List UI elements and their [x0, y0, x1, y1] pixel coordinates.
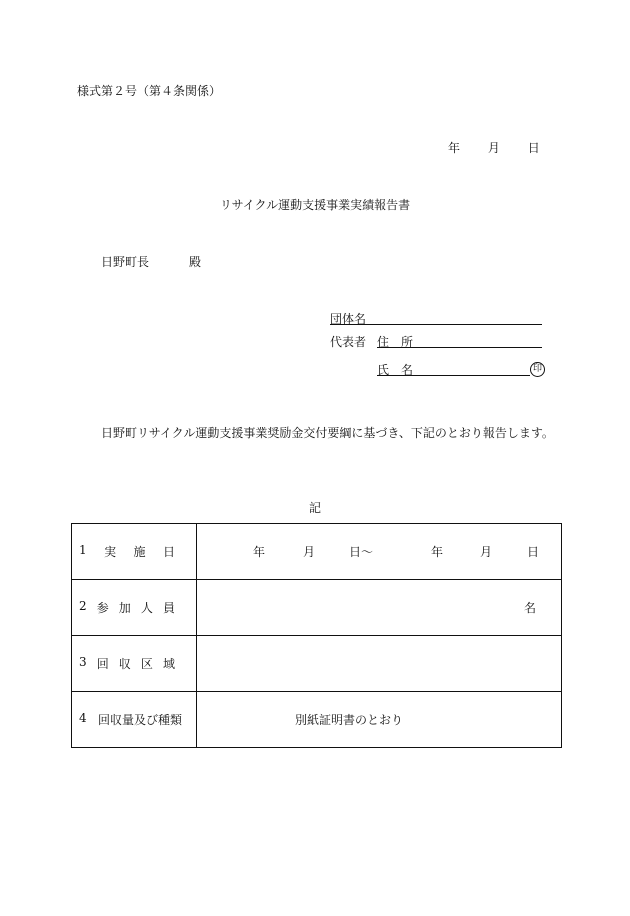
date-day-label: 日: [527, 141, 540, 155]
label-char: 加: [118, 601, 131, 615]
label-char: 日: [162, 545, 175, 559]
end-year: 年: [431, 545, 444, 559]
collection-items-cell[interactable]: [197, 692, 562, 748]
start-day: 日～: [349, 545, 374, 559]
body-text: 日野町リサイクル運動支援事業奨励金交付要綱に基づき、下記のとおり報告します。: [101, 426, 554, 440]
table-row: [72, 636, 562, 692]
row-number: 1: [79, 543, 87, 557]
label-char: 施: [133, 545, 146, 559]
date-year-label: 年: [448, 141, 461, 155]
document-title: リサイクル運動支援事業実績報告書: [219, 198, 411, 212]
row-label-text: 回収量及び種類: [98, 713, 183, 727]
row-label-collection-area: [72, 636, 197, 692]
label-char: 参: [96, 601, 109, 615]
table-row: [72, 580, 562, 636]
addressee: [101, 255, 201, 269]
group-name-field[interactable]: [330, 324, 542, 325]
label-char: 区: [140, 657, 153, 671]
label-char: 人: [140, 601, 153, 615]
label-char: 実: [104, 545, 117, 559]
collection-area-cell[interactable]: [197, 636, 562, 692]
row-label-date: [72, 524, 197, 580]
address-field[interactable]: [377, 347, 542, 348]
report-table: [71, 523, 562, 748]
end-month: 月: [480, 545, 493, 559]
participants-unit: 名: [524, 601, 537, 615]
end-day: 日: [527, 545, 540, 559]
implementation-date-cell[interactable]: [197, 524, 562, 580]
group-name-label: 団体名: [330, 312, 367, 326]
name-label: 氏 名: [377, 363, 414, 377]
participants-cell[interactable]: [197, 580, 562, 636]
label-char: 員: [162, 601, 175, 615]
label-char: 収: [118, 657, 131, 671]
report-date: [448, 141, 540, 155]
row-number: 3: [79, 655, 87, 669]
form-number: 様式第２号（第４条関係）: [77, 84, 222, 98]
address-label: 住 所: [377, 335, 414, 349]
start-month: 月: [303, 545, 316, 559]
row-label-collection-items: [72, 692, 197, 748]
start-year: 年: [253, 545, 266, 559]
collection-items-value: 別紙証明書のとおり: [295, 713, 404, 727]
table-row: [72, 692, 562, 748]
row-number: 4: [79, 711, 87, 725]
row-label-participants: [72, 580, 197, 636]
date-month-label: 月: [487, 141, 500, 155]
representative-label: 代表者: [330, 335, 367, 349]
name-field[interactable]: [377, 375, 530, 376]
ki-heading: 記: [308, 501, 321, 515]
seal-mark: 印: [530, 362, 545, 377]
addressee-honorific: 殿: [189, 255, 202, 269]
label-char: 域: [162, 657, 175, 671]
addressee-name: 日野町長: [101, 255, 150, 269]
label-char: 回: [96, 657, 109, 671]
table-row: [72, 524, 562, 580]
row-number: 2: [79, 599, 87, 613]
